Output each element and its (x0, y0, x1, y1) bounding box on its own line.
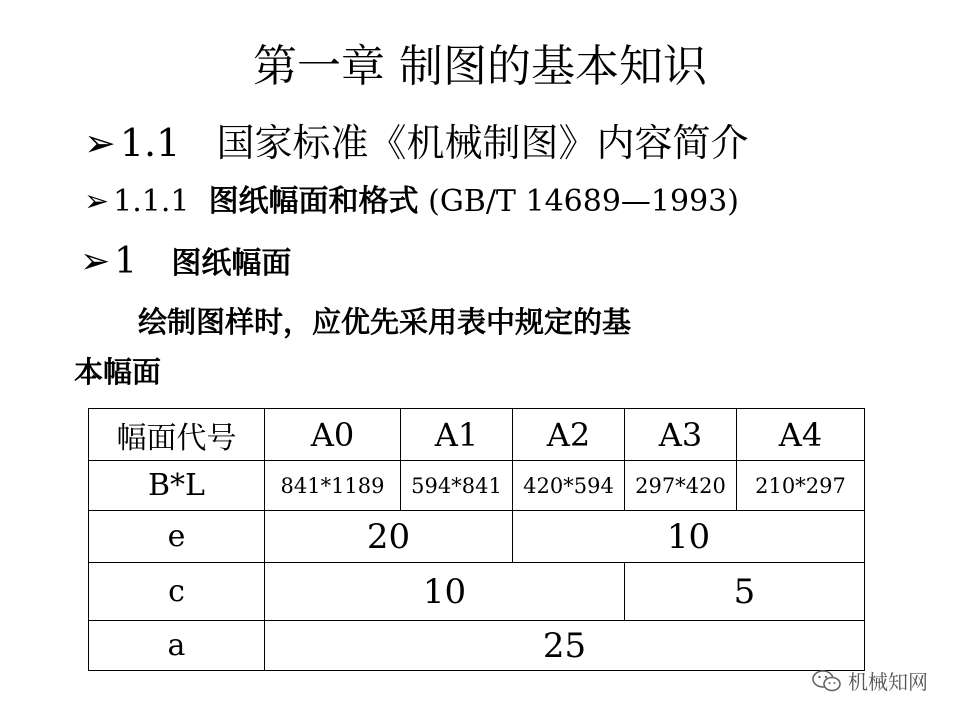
size-a1: A1 (401, 409, 513, 461)
c-a3-a4: 5 (625, 563, 865, 621)
e-a0-a1: 20 (265, 511, 513, 563)
table-row (89, 461, 865, 511)
table-row (89, 511, 865, 563)
paragraph-line-2: 本幅面 (74, 355, 162, 389)
item-heading (80, 238, 291, 282)
paragraph-line-1: 绘制图样时，应优先采用表中规定的基 (138, 305, 632, 339)
subsection-heading (84, 176, 739, 220)
bl-a1: 594*841 (401, 461, 513, 511)
item-text: 图纸幅面 (171, 246, 292, 281)
page-title: 第一章 制图的基本知识 (253, 41, 707, 92)
size-a0: A0 (265, 409, 401, 461)
table-row (89, 621, 865, 671)
watermark-text: 机械知网 (848, 670, 928, 694)
paper-size-table (88, 408, 865, 671)
table-row (89, 563, 865, 621)
row-header-bl: B*L (89, 461, 265, 511)
bl-a4: 210*297 (737, 461, 865, 511)
bl-a3: 297*420 (625, 461, 737, 511)
item-number: 1 (114, 241, 138, 282)
c-a0-a2: 10 (265, 563, 625, 621)
row-header-e: e (89, 511, 265, 563)
row-header-c: c (89, 563, 265, 621)
bl-a2: 420*594 (513, 461, 625, 511)
arrow-bullet-icon: ➢ (84, 184, 110, 219)
row-header-a: a (89, 621, 265, 671)
wechat-icon (812, 669, 842, 693)
arrow-bullet-icon: ➢ (84, 121, 116, 165)
section-heading (84, 112, 749, 167)
row-header-size-code: 幅面代号 (89, 409, 265, 461)
table-row (89, 409, 865, 461)
subsection-standard: (GB/T 14689—1993) (428, 184, 739, 219)
watermark (812, 666, 928, 695)
section-text: 国家标准《机械制图》内容简介 (216, 121, 749, 165)
bl-a0: 841*1189 (265, 461, 401, 511)
section-number: 1.1 (119, 121, 181, 165)
arrow-bullet-icon: ➢ (80, 241, 111, 282)
size-a3: A3 (625, 409, 737, 461)
subsection-text: 图纸幅面和格式 (208, 184, 419, 219)
a-all: 25 (265, 621, 865, 671)
size-a2: A2 (513, 409, 625, 461)
subsection-number: 1.1.1 (113, 184, 190, 219)
size-a4: A4 (737, 409, 865, 461)
e-a2-a4: 10 (513, 511, 865, 563)
